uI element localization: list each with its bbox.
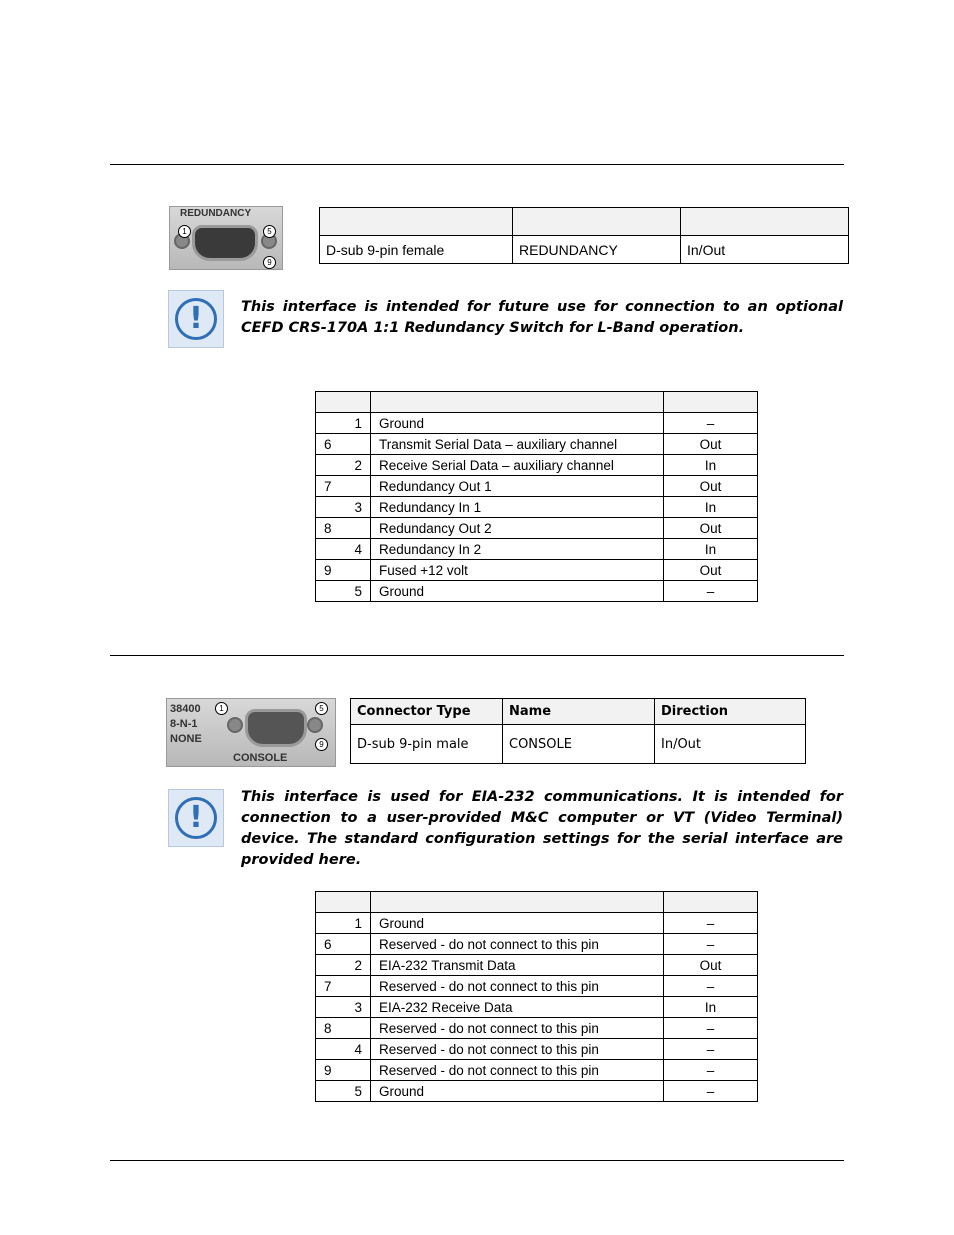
baud-label: 38400 [170,703,201,715]
pin-direction: – [664,413,758,434]
pin-number: 7 [316,476,371,497]
table-row [316,934,758,955]
pin-callout-9: 9 [315,738,328,751]
pin-description: EIA-232 Receive Data [371,997,664,1018]
redundancy-connector-table [319,207,849,264]
header-connector-type: Connector Type [351,699,503,725]
table-header-row [351,699,806,725]
connector-name-value: CONSOLE [503,725,655,764]
table-row [316,997,758,1018]
pin-description: Ground [371,913,664,934]
header-direction [681,208,849,236]
pin-description: Fused +12 volt [371,560,664,581]
header-direction: Direction [655,699,806,725]
pin-description: Transmit Serial Data – auxiliary channel [371,434,664,455]
pin-number: 3 [316,997,371,1018]
pin-direction: Out [664,560,758,581]
table-row [316,913,758,934]
console-photo-label: CONSOLE [233,752,288,764]
pin-description: Reserved - do not connect to this pin [371,934,664,955]
pin-direction: In [664,497,758,518]
pin-direction: – [664,1081,758,1102]
dsub-plug-icon [245,709,307,747]
pin-direction: – [664,976,758,997]
table-row [316,1039,758,1060]
connector-name-value: REDUNDANCY [513,236,681,264]
connector-type-value: D-sub 9-pin male [351,725,503,764]
pin-number: 3 [316,497,371,518]
pin-description: Ground [371,413,664,434]
screw-right-icon [307,717,323,733]
table-header-row [316,392,758,413]
table-row [316,560,758,581]
connector-direction-value: In/Out [681,236,849,264]
pin-number: 8 [316,1018,371,1039]
section-divider-middle [110,655,844,656]
exclamation-note-icon: ! [168,290,224,348]
pin-description: EIA-232 Transmit Data [371,955,664,976]
pin-description: Reserved - do not connect to this pin [371,976,664,997]
pin-description: Reserved - do not connect to this pin [371,1018,664,1039]
table-row [316,518,758,539]
dsub-socket-icon [192,225,258,261]
header-name [513,208,681,236]
pin-number: 2 [316,955,371,976]
pin-direction: – [664,1039,758,1060]
table-row [316,581,758,602]
table-row [316,539,758,560]
pin-number: 5 [316,581,371,602]
footer-divider [110,1160,844,1161]
pin-direction: Out [664,955,758,976]
console-note: This interface is used for EIA-232 communications. It is intended for connection to a user-provided M&C computer or VT (Video Terminal) device. The standard configuration settings for the serial interface are provided here. [241,789,843,868]
pin-direction: Out [664,476,758,497]
screw-left-icon [227,717,243,733]
exclamation-note-icon: ! [168,789,224,847]
header-name: Name [503,699,655,725]
pin-description: Receive Serial Data – auxiliary channel [371,455,664,476]
table-row [316,1060,758,1081]
pin-number: 8 [316,518,371,539]
framing-label: 8-N-1 [170,718,198,730]
pin-callout-1: 1 [215,702,228,715]
table-header-row [320,208,849,236]
table-row [316,476,758,497]
pin-description: Ground [371,581,664,602]
pin-number: 1 [316,913,371,934]
connector-direction-value: In/Out [655,725,806,764]
pin-number: 9 [316,560,371,581]
pin-callout-5: 5 [315,702,328,715]
parity-label: NONE [170,733,202,745]
pin-number: 9 [316,1060,371,1081]
console-connector-photo [166,698,336,767]
pin-direction: – [664,913,758,934]
pin-direction: – [664,1060,758,1081]
table-header-row [316,892,758,913]
pin-callout-5: 5 [263,225,276,238]
redundancy-note: This interface is intended for future use for connection to an optional CEFD CRS-170A 1:1 Redundancy Switch for L-Band operation. [241,299,843,336]
table-row [316,434,758,455]
table-row [316,455,758,476]
pin-description: Reserved - do not connect to this pin [371,1039,664,1060]
section-divider-top [110,164,844,165]
table-row [316,1018,758,1039]
table-row [316,497,758,518]
pin-number: 7 [316,976,371,997]
redundancy-photo-label: REDUNDANCY [180,208,252,219]
table-row [320,236,849,264]
pin-number: 6 [316,434,371,455]
header-connector-type [320,208,513,236]
pin-number: 4 [316,1039,371,1060]
connector-type-value: D-sub 9-pin female [320,236,513,264]
pin-description: Reserved - do not connect to this pin [371,1060,664,1081]
table-row [316,1081,758,1102]
pin-description: Redundancy In 2 [371,539,664,560]
pin-direction: – [664,1018,758,1039]
redundancy-connector-photo [169,206,283,270]
pin-direction: Out [664,434,758,455]
table-row [316,955,758,976]
pin-number: 6 [316,934,371,955]
pin-number: 5 [316,1081,371,1102]
pin-number: 2 [316,455,371,476]
redundancy-pinout-table [315,391,758,602]
pin-direction: In [664,997,758,1018]
pin-callout-1: 1 [178,225,191,238]
pin-description: Redundancy In 1 [371,497,664,518]
pin-direction: In [664,539,758,560]
table-row [351,725,806,764]
pin-direction: – [664,934,758,955]
pin-description: Redundancy Out 2 [371,518,664,539]
pin-direction: In [664,455,758,476]
pin-description: Ground [371,1081,664,1102]
pin-number: 1 [316,413,371,434]
pin-callout-9: 9 [263,256,276,269]
pin-description: Redundancy Out 1 [371,476,664,497]
pin-direction: – [664,581,758,602]
console-connector-table [350,698,806,764]
table-row [316,976,758,997]
pin-number: 4 [316,539,371,560]
pin-direction: Out [664,518,758,539]
table-row [316,413,758,434]
console-pinout-table [315,891,758,1102]
